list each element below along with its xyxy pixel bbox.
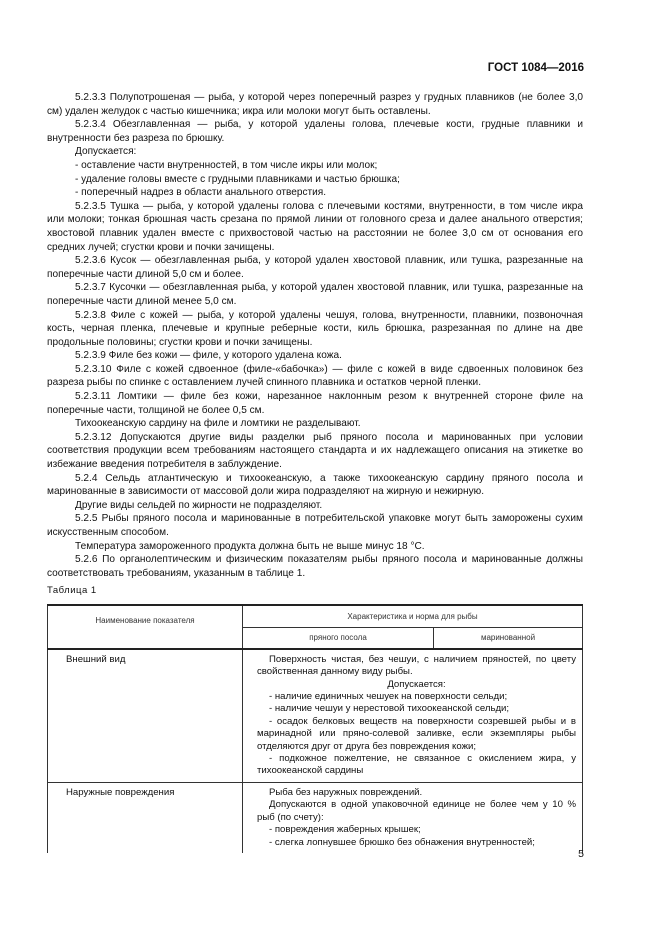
cell-line: Рыба без наружных повреждений. [269,786,423,798]
paragraph-5-2-3-9: 5.2.3.9 Филе без кожи — филе, у которого удалена кожа. [75,350,342,362]
cell-line: Допускается: [387,678,446,690]
page-number: 5 [578,848,584,860]
cell-line: - наличие чешуи у нерестовой тихоокеанской сельди; [269,703,510,715]
cell-line: Допускаются в одной упаковочной единице не более чем у 10 % рыб (по счету): [257,799,576,823]
cell-line: Поверхность чистая, без чешуи, с наличием пряностей, по цвету свойственная данному виду рыбы. [257,653,576,678]
paragraph-5-2-4: 5.2.4 Сельдь атлантическую и тихоокеанскую, а также тихоокеанскую сардину пряного посола и маринованные в зависимости от массовой доли жира подразделяют на жирную и нежирную. [47,472,583,498]
column-header-spiced: пряного посола [243,628,434,649]
column-header-marinated: маринованной [434,628,583,649]
paragraph-5-2-3-5: 5.2.3.5 Тушка — рыба, у которой удалены голова с плечевыми костями, внутренности, в том числе икра или молоки; тонкая брюшная часть срезана по прямой линии от головного среза и далее анального отверстия; хвостовой плавник удален вместе с прихвостовой частью на расстоянии не более 3,0 см от основания его средних лучей; сгустки крови и почки зачищены. [47,200,583,253]
paragraph-5-2-6: 5.2.6 По органолептическим и физическим показателям рыбы пряного посола и маринованные должны соответствовать требованиям, указанным в таблице 1. [47,554,583,579]
cell-line: - повреждения жаберных крышек; [269,824,421,836]
temperature-note: Температура замороженного продукта должна быть не выше минус 18 °С. [75,540,425,552]
row-name-appearance: Внешний вид [48,649,243,783]
allowed-label: Допускается: [75,146,137,158]
list-item: - оставление части внутренностей, в том числе икры или молок; [75,159,378,171]
cell-line: - подкожное пожелтение, не связанное с окислением жира, у тихоокеанской сардины [257,753,576,777]
standard-header: ГОСТ 1084—2016 [487,62,584,74]
paragraph-5-2-3-6: 5.2.3.6 Кусок — обезглавленная рыба, у которой удален хвостовой плавник, или тушка, разрезанные на поперечные части длиной 5,0 см и более. [47,255,583,280]
main-text [47,91,583,580]
sardine-note: Тихоокеанскую сардину на филе и ломтики не разделывают. [75,418,361,430]
paragraph-5-2-3-10: 5.2.3.10 Филе с кожей сдвоенное (филе-«бабочка») — филе с кожей в виде сдвоенных половинок без разреза рыбы по спинке с оставлением лучей спинного плавника и остатков черной пленки. [47,363,583,389]
table-row [48,782,583,853]
paragraph-5-2-3-12: 5.2.3.12 Допускаются другие виды разделки рыб пряного посола и маринованных при условии соответствия продукции всем требованиям настоящего стандарта и их надлежащего описания на этикетке во избежание введения потребителя в заблуждение. [47,431,583,471]
table-row [48,649,583,783]
other-herring-note: Другие виды сельдей по жирности не подразделяют. [75,499,323,511]
paragraph-5-2-5: 5.2.5 Рыбы пряного посола и маринованные в потребительской упаковке могут быть заморожены сухим искусственным способом. [47,513,583,538]
row-name-external-damage: Наружные повреждения [48,782,243,853]
list-item: - удаление головы вместе с грудными плавниками и частью брюшка; [75,173,400,185]
cell-line: - наличие единичных чешуек на поверхности сельди; [269,691,508,703]
row-value-external-damage [243,782,583,853]
column-header-group: Характеристика и норма для рыбы [243,605,583,628]
column-header-indicator: Наименование показателя [48,605,243,649]
table-1 [47,604,583,853]
row-value-appearance [243,649,583,783]
paragraph-5-2-3-11: 5.2.3.11 Ломтики — филе без кожи, нарезанное наклонным резом к внутренней стороне филе на поперечные части, толщиной не более 0,5 см. [47,391,583,416]
paragraph-5-2-3-4: 5.2.3.4 Обезглавленная — рыба, у которой удалены голова, плечевые кости, грудные плавники и внутренности без разреза по брюшку. [47,119,583,144]
cell-line: - слегка лопнувшее брюшко без обнажения внутренностей; [269,836,535,848]
cell-line: - осадок белковых веществ на поверхности созревшей рыбы и в маринадной или пряно-солевой заливке, если экземпляры рыбы отделяются друг от друга без повреждения кожи; [257,715,576,752]
list-item: - поперечный надрез в области анального отверстия. [75,187,327,199]
paragraph-5-2-3-8: 5.2.3.8 Филе с кожей — рыба, у которой удалены чешуя, голова, внутренности, плавники, позвоночная кость, черная пленка, плечевые и крупные реберные кости, киль брюшка, разрезанная по длине на две продольные половины; сгустки крови и почки зачищены. [47,309,583,348]
paragraph-5-2-3-3: 5.2.3.3 Полупотрошеная — рыба, у которой через поперечный разрез у грудных плавников (не более 3,0 см) удален желудок с частью кишечника; икра или молоки могут быть оставлены. [47,92,583,117]
paragraph-5-2-3-7: 5.2.3.7 Кусочки — обезглавленная рыба, у которой удален хвостовой плавник, или тушка, разрезанные на поперечные части длиной менее 5,0 см. [47,282,583,307]
table-caption: Таблица 1 [47,585,97,596]
